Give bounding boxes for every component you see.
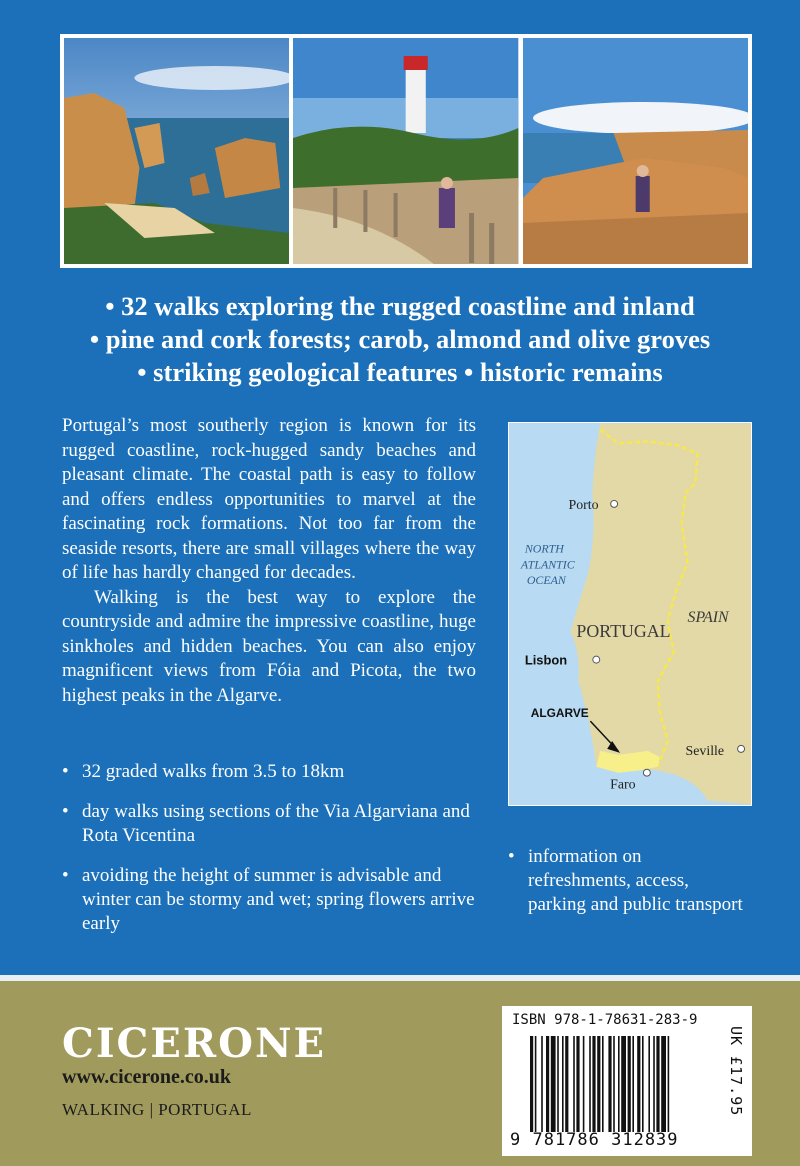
barcode-bar [557,1036,559,1132]
barcode-bar [597,1036,600,1132]
list-item [508,845,748,917]
headline-line: • 32 walks exploring the rugged coastline and inland [105,291,695,321]
barcode-bar [562,1036,564,1132]
barcode-bar [653,1036,655,1132]
list-item-text: avoiding the height of summer is advisable and winter can be stormy and wet; spring flowers arrive early [82,865,475,934]
list-item [62,800,476,848]
headline-bullets [0,290,800,389]
headline-line: • pine and cork forests; carob, almond and olive groves [89,324,711,354]
barcode-bar [613,1036,615,1132]
category-label: WALKING | PORTUGAL [62,1100,252,1119]
map-label-ocean: NORTH [524,541,564,556]
barcode-bar [551,1036,556,1132]
barcode-bar [576,1036,579,1132]
barcode-bar [642,1036,644,1132]
barcode-number: 9 781786 312839 [510,1130,679,1150]
map-label-ocean: ATLANTIC [520,557,575,572]
feature-list [62,760,476,952]
barcode-bar [565,1036,568,1132]
photo-strip [60,34,752,268]
barcode-bar [546,1036,549,1132]
map-label-portugal: PORTUGAL [576,620,671,641]
price-label-wrapper [725,1026,749,1146]
price-label: UK £17.95 [727,1026,745,1117]
barcode-bar [668,1036,670,1132]
barcode-bar [632,1036,634,1132]
map-label-ocean: OCEAN [526,573,566,588]
barcode-bar [656,1036,659,1132]
photo-lighthouse [293,38,518,264]
barcode-bar [628,1036,631,1132]
map-label-algarve: ALGARVE [530,706,589,721]
barcode-bar [589,1036,591,1132]
barcode-bar [648,1036,650,1132]
list-item-text: day walks using sections of the Via Algarviana and Rota Vicentina [82,801,470,846]
headline-line: • striking geological features • historic remains [137,357,663,387]
list-item [62,760,476,784]
map-label-lisbon: Lisbon [524,652,568,668]
blurb-paragraph: Walking is the best way to explore the countryside and admire the impressive coastline, huge sinkholes and hidden beaches. You can also enjoy magnificent views from Fóia and Picota, the two highest peaks in the Algarve. [62,586,476,706]
barcode-bar [592,1036,595,1132]
list-item [62,864,476,936]
bullet-dot: • [62,761,69,782]
publisher-logo: CICERONE [62,1020,327,1067]
photo-cliff-walker [523,38,748,264]
barcode-bar [573,1036,575,1132]
bullet-dot: • [62,801,69,822]
blurb [62,414,476,708]
map-label-faro: Faro [610,777,636,793]
barcode-bar [608,1036,611,1132]
barcode-bar [583,1036,585,1132]
publisher-url[interactable]: www.cicerone.co.uk [62,1066,232,1088]
barcode-bar [602,1036,604,1132]
barcode-bar [661,1036,666,1132]
location-map [508,422,752,806]
barcode-bar [541,1036,543,1132]
barcode-bar [535,1036,537,1132]
list-item-text: information on refreshments, access, parking and public transport [528,846,743,915]
map-label-porto: Porto [568,497,599,513]
barcode-bar [621,1036,626,1132]
photo-sea-stacks [64,38,289,264]
isbn-text: ISBN 978-1-78631-283-9 [512,1012,698,1028]
blurb-paragraph: Portugal’s most southerly region is known for its rugged coastline, rock-hugged sandy beaches and pleasant climate. The coastal path is easy to follow and offers endless opportunities to marvel at the fascinating rock formations. Not too far from the seaside resorts, there are small villages where the way of life has hardly changed for decades. [62,415,476,583]
barcode [528,1036,716,1132]
bullet-dot: • [508,846,515,867]
barcode-bar [637,1036,640,1132]
map-label-spain: SPAIN [687,608,729,626]
barcode-panel [502,1006,752,1156]
bullet-dot: • [62,865,69,886]
list-item-text: 32 graded walks from 3.5 to 18km [82,761,345,782]
barcode-bar [618,1036,620,1132]
map-label-seville: Seville [685,743,725,759]
barcode-bar [530,1036,533,1132]
